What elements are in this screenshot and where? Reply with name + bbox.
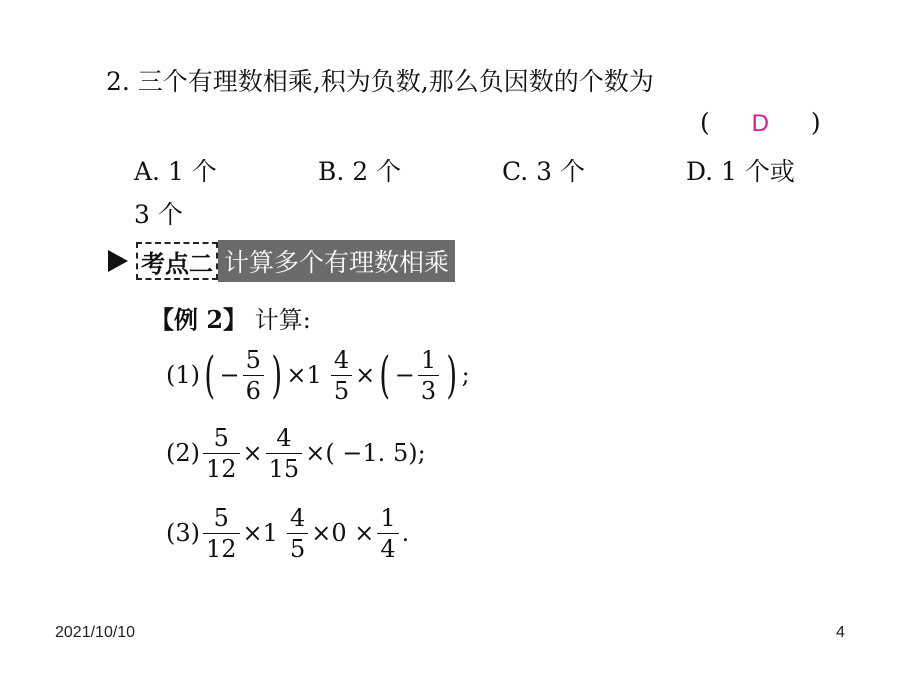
- item-2-number: (2): [166, 439, 200, 467]
- times-one: ×1: [242, 519, 278, 547]
- denominator: 6: [243, 375, 264, 403]
- numerator: 4: [289, 503, 306, 532]
- minus-sign: −: [394, 361, 415, 389]
- example-heading: [150, 300, 311, 335]
- right-paren: ): [446, 346, 458, 404]
- footer-date: 2021/10/10: [55, 624, 136, 641]
- denominator: 15: [266, 453, 303, 481]
- footer-page-number: 4: [836, 624, 845, 641]
- fraction: [377, 503, 398, 563]
- answer-bracket: [700, 108, 821, 138]
- example-item-1: [166, 344, 470, 406]
- denominator: 5: [287, 533, 308, 561]
- minus-sign: −: [219, 361, 240, 389]
- right-paren: ): [271, 346, 283, 404]
- numerator: 1: [380, 503, 396, 532]
- denominator: 12: [203, 453, 240, 481]
- example-item-2: [166, 422, 426, 484]
- fraction: [203, 503, 240, 563]
- period: .: [401, 519, 410, 547]
- fraction: [243, 345, 264, 405]
- play-triangle-icon: [108, 250, 128, 272]
- times-one: ×1: [286, 361, 322, 389]
- semicolon: ;: [461, 361, 470, 389]
- numerator: 4: [333, 345, 350, 374]
- item-2-tail: ×( −1. 5);: [305, 439, 426, 467]
- fraction: [418, 345, 439, 405]
- numerator: 5: [213, 503, 229, 532]
- times-sign: ×: [355, 361, 376, 389]
- example-intro: 计算:: [254, 306, 311, 334]
- item-3-number: (3): [166, 519, 200, 547]
- denominator: 3: [418, 375, 439, 403]
- times-sign: ×: [242, 439, 263, 467]
- section-title: 计算多个有理数相乘: [218, 240, 455, 282]
- section-heading: [108, 240, 455, 282]
- times-zero-times: ×0 ×: [311, 519, 375, 547]
- fraction: [331, 345, 352, 405]
- example-item-3: [166, 502, 409, 564]
- question-stem: 2. 三个有理数相乘,积为负数,那么负因数的个数为: [106, 67, 654, 96]
- numerator: 4: [276, 423, 292, 452]
- option-b: B. 2 个: [318, 157, 402, 186]
- example-label: 【例 2】: [150, 305, 248, 334]
- option-a: A. 1 个: [134, 157, 217, 186]
- answer-open-paren: (: [700, 108, 710, 137]
- numerator: 1: [420, 345, 437, 374]
- answer-value: D: [751, 110, 770, 137]
- left-paren: (: [204, 346, 216, 404]
- answer-close-paren: ): [810, 108, 821, 137]
- denominator: 4: [377, 533, 398, 561]
- fraction: [287, 503, 308, 563]
- numerator: 5: [213, 423, 229, 452]
- fraction: [266, 423, 303, 483]
- option-d: D. 1 个或: [686, 157, 795, 186]
- numerator: 5: [245, 345, 261, 374]
- option-c: C. 3 个: [502, 157, 585, 186]
- section-tag: 考点二: [136, 242, 218, 280]
- denominator: 5: [331, 375, 352, 403]
- item-1-number: (1): [166, 361, 200, 389]
- option-d-continuation: 3 个: [134, 200, 183, 229]
- denominator: 12: [203, 533, 240, 561]
- fraction: [203, 423, 240, 483]
- left-paren: (: [379, 346, 391, 404]
